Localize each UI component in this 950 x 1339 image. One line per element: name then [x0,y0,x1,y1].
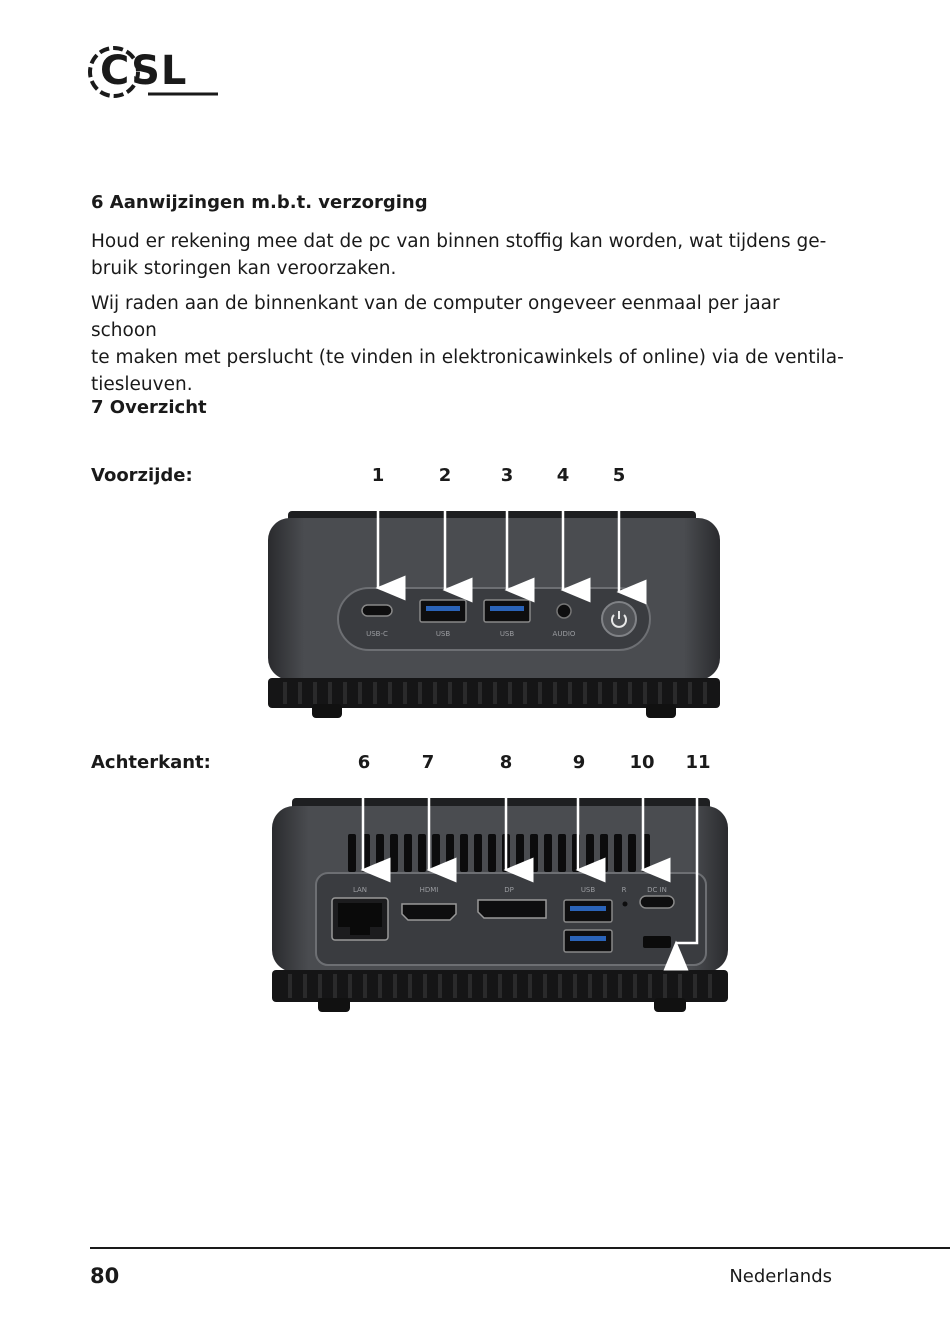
paragraph-line: Houd er rekening mee dat de pc van binnen stoffig kan worden, wat tijdens ge- [91,231,827,252]
logo-text: CSL [100,48,188,94]
callout-number: 4 [556,465,570,486]
callout-number: 2 [438,465,452,486]
footer-language: Nederlands [729,1266,832,1287]
front-device-image [268,510,720,718]
callout-number: 11 [685,752,711,773]
port-label: DC IN [647,886,667,894]
back-label: Achterkant: [91,752,211,773]
port-label: DP [504,886,514,894]
callout-number: 5 [612,465,626,486]
port-label: USB [580,886,596,894]
callout-number: 8 [499,752,513,773]
paragraph-line: te maken met perslucht (te vinden in elektronicawinkels of online) via de ventila- [91,347,844,368]
port-label: R [621,886,627,894]
callout-number: 9 [572,752,586,773]
port-label: USB-C [366,630,388,638]
port-label: AUDIO [552,630,576,638]
callout-number: 10 [629,752,655,773]
port-label: USB [499,630,515,638]
paragraph-line: Wij raden aan de binnenkant van de computer ongeveer eenmaal per jaar schoon [91,293,780,341]
callout-number: 6 [357,752,371,773]
paragraph-line: bruik storingen kan veroorzaken. [91,258,397,279]
section-6-heading: 6 Aanwijzingen m.b.t. verzorging [91,192,428,213]
port-label: HDMI [419,886,439,894]
callout-number: 1 [371,465,385,486]
callout-number: 3 [500,465,514,486]
front-label: Voorzijde: [91,465,193,486]
callout-number: 7 [421,752,435,773]
paragraph-line: tiesleuven. [91,374,193,395]
footer-divider [90,1247,950,1249]
section-7-heading: 7 Overzicht [91,397,207,418]
port-label: LAN [352,886,368,894]
page-number: 80 [90,1264,120,1288]
port-label: USB [435,630,451,638]
back-device-image [272,797,728,1012]
